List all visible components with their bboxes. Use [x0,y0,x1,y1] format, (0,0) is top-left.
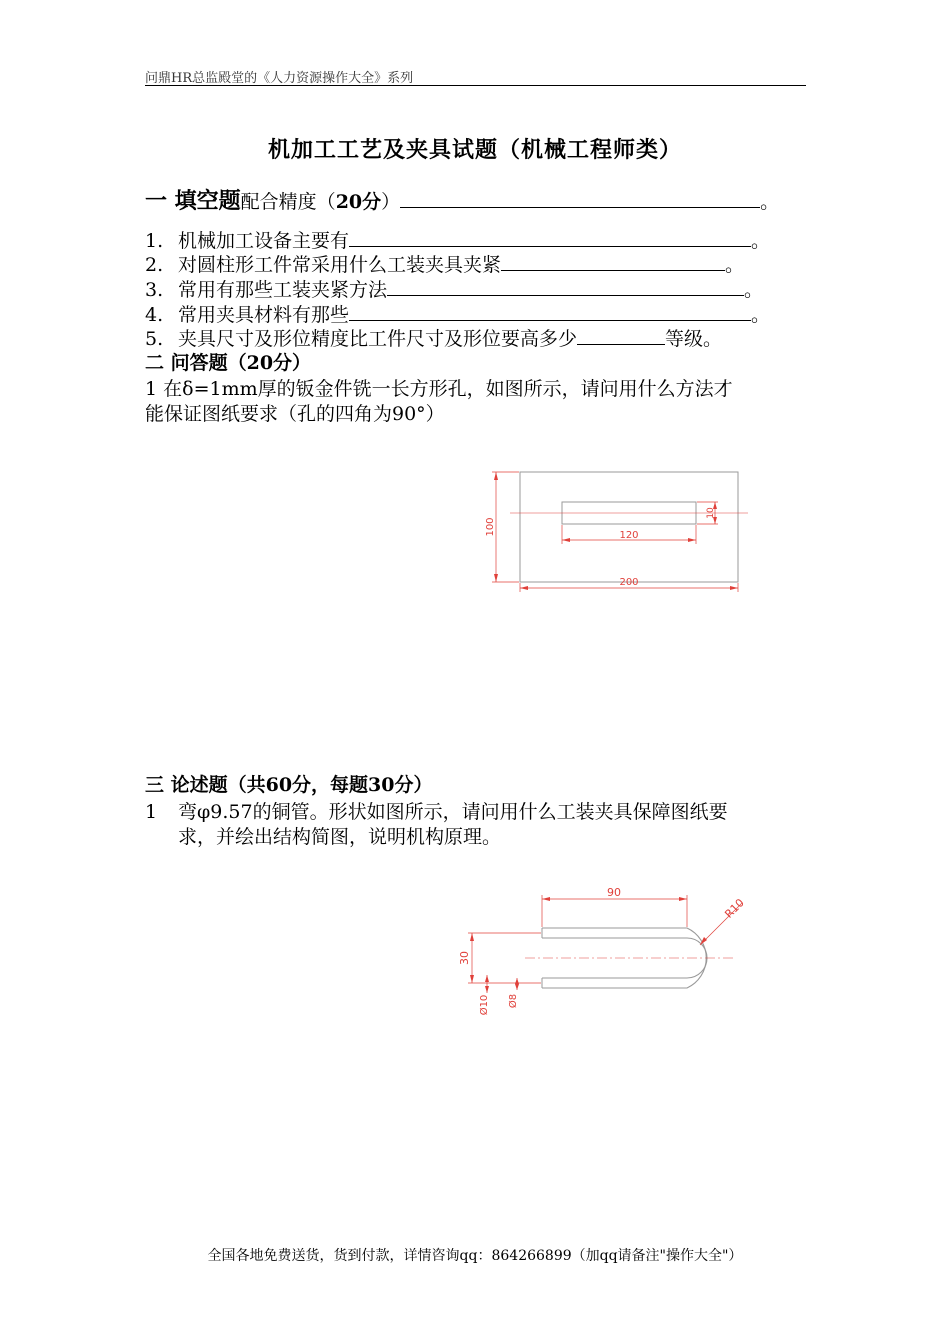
section1-heading-line [145,184,779,215]
plate-outline [520,472,738,582]
dim-length-label: 90 [607,886,621,899]
document-title: 机加工工艺及夹具试题（机械工程师类） [267,137,682,163]
dim-slot-width-label: 10 [706,507,716,519]
answer-blank-4[interactable] [349,300,751,321]
question-5: 5. 夹具尺寸及形位精度比工件尺寸及形位要高多少 等级。 [145,324,722,351]
question-3: 3. 常用有那些工装夹紧方法 。 [145,275,763,302]
section2-heading: 二 问答题（20分） [145,352,312,374]
header-rule [145,85,806,86]
answer-blank-5[interactable] [577,324,665,345]
section2-question-line1: 1 在δ=1mm厚的钣金件铣一长方形孔，如图所示，请问用什么方法才 [145,378,733,400]
dim-width-label: 200 [619,577,639,588]
sheet-metal-slot-drawing [480,460,760,600]
dim-height-label: 100 [485,517,496,537]
answer-blank-1[interactable] [349,226,751,247]
question-2: 2. 对圆柱形工件常采用什么工装夹具夹紧 。 [145,250,744,277]
section3-question-line1: 1 弯φ9.57的铜管。形状如图所示，请问用什么工装夹具保障图纸要 [145,801,728,823]
question-1: 1. 机械加工设备主要有 。 [145,226,770,253]
section1-heading: 一 填空题 [145,188,241,214]
answer-blank-3[interactable] [387,275,744,296]
page-header: 问鼎HR总监殿堂的《人力资源操作大全》系列 [145,71,414,86]
section3-question-line2: 求，并绘出结构简图，说明机构原理。 [178,826,502,848]
dim-od-label: Ø10 [479,994,490,1016]
dim-id-label: Ø8 [508,993,519,1009]
section2-question-line2: 能保证图纸要求（孔的四角为90°） [145,403,445,425]
section1-topic: 配合精度（ [240,191,336,213]
section1-points: 20分 [335,191,382,213]
section1-end: 。 [760,191,780,213]
section3-heading: 三 论述题（共60分，每题30分） [145,774,433,796]
answer-blank-topic[interactable] [400,187,760,208]
copper-tube-drawing [450,875,760,1025]
section1-close: ） [381,191,401,213]
question-4: 4. 常用夹具材料有那些 。 [145,300,770,327]
answer-blank-2[interactable] [501,250,725,271]
dim-gap-label: 30 [458,951,471,965]
dim-slot-length-label: 120 [619,530,639,541]
page-footer: 全国各地免费送货，货到付款，详情咨询qq：864266899（加qq请备注"操作大全"） [207,1248,743,1264]
dim-radius-label: R10 [722,896,747,921]
